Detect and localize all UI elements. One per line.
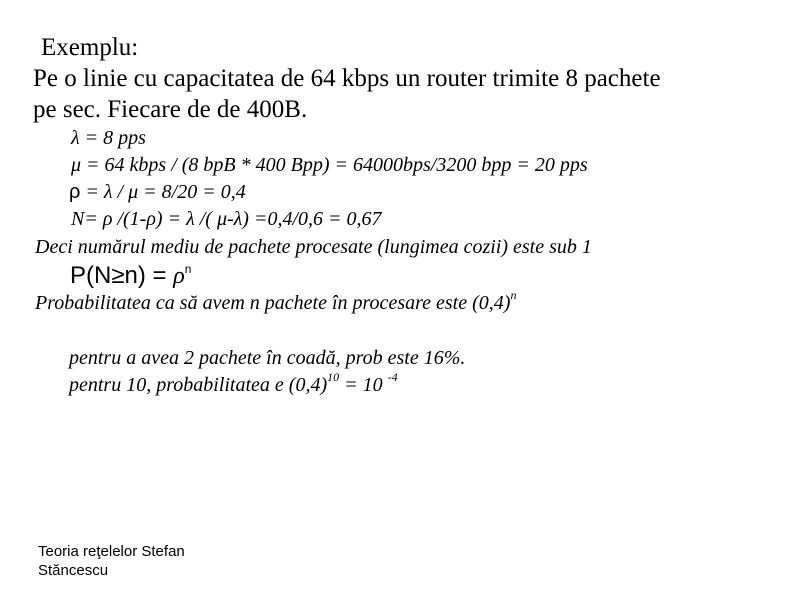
ten-text: pentru 10, probabilitatea e (0,4) — [69, 374, 328, 396]
slide-title: Exemplu: — [41, 34, 139, 61]
problem-line-2: pe sec. Fiecare de de 400B. — [33, 96, 308, 123]
probability-text: Probabilitatea ca să avem n pachete în procesare este (0,4) — [35, 292, 511, 314]
ten-result: = 10 — [339, 374, 388, 396]
n-line: N= ρ /(1-ρ) = λ /( μ-λ) =0,4/0,6 = 0,67 — [71, 208, 382, 230]
problem-line-1: Pe o linie cu capacitatea de 64 kbps un router trimite 8 pachete — [33, 65, 661, 92]
rho-line — [69, 181, 246, 204]
ten-packets-line — [69, 370, 398, 397]
lambda-line: λ = 8 pps — [71, 127, 146, 149]
rho-equation: = λ / μ = 8/20 = 0,4 — [80, 181, 246, 203]
formula-exponent: n — [184, 262, 192, 276]
two-packets-line: pentru a avea 2 pachete în coadă, prob este 16%. — [69, 347, 466, 369]
problem-statement — [33, 63, 661, 125]
formula-lhs: P(N≥n) = — [70, 262, 174, 289]
probability-line — [35, 288, 517, 315]
probability-formula — [70, 262, 191, 290]
mu-line: μ = 64 kbps / (8 bpB * 400 Bpp) = 64000bps/3200 bpp = 20 pps — [71, 154, 588, 176]
ten-exponent: 10 — [327, 370, 340, 384]
rho-symbol: ρ — [69, 181, 81, 203]
ten-result-exponent: -4 — [387, 370, 398, 384]
formula-rho: ρ — [173, 263, 185, 289]
footer-author: Teoria reţelelor Stefan Stăncescu — [38, 543, 185, 579]
probability-exponent: n — [510, 288, 517, 302]
conclusion-line: Deci numărul mediu de pachete procesate (lungimea cozii) este sub 1 — [35, 236, 592, 258]
